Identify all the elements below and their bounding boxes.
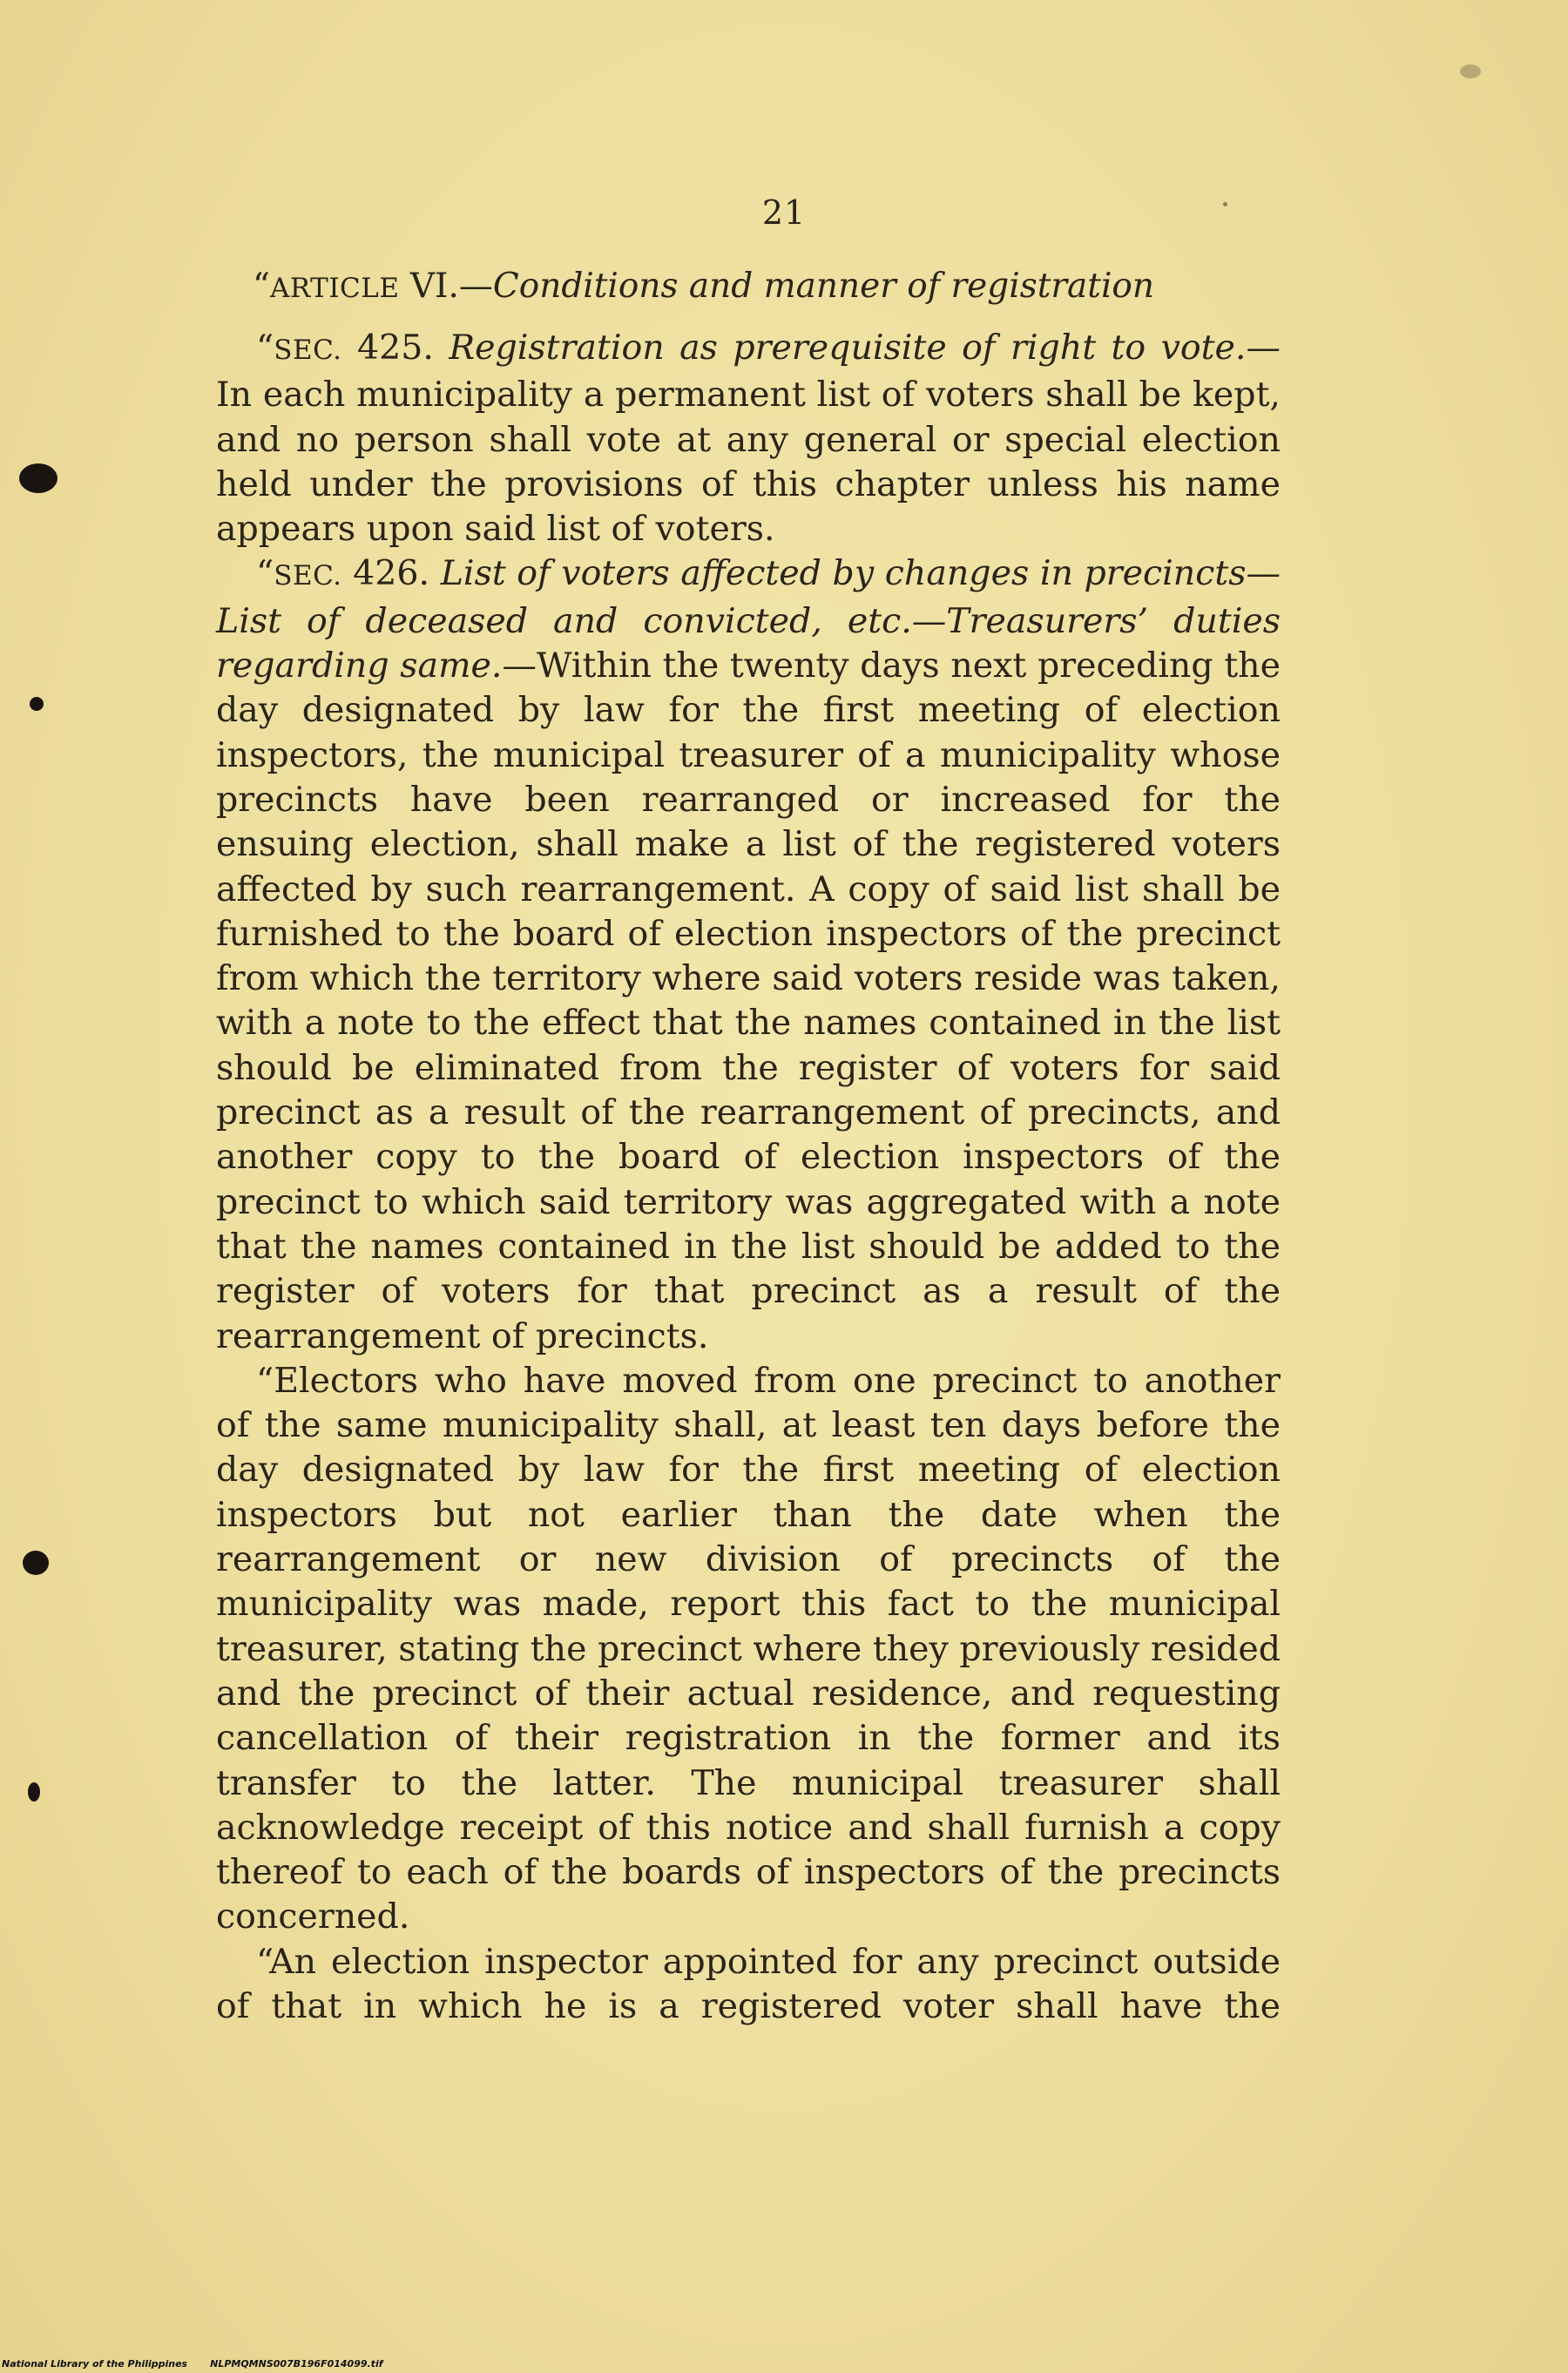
sec-425-number: 425. bbox=[341, 328, 449, 368]
article-number: VI.— bbox=[399, 267, 493, 306]
sec-425-body: In each municipality a permanent list of voters shall be kept, and no person shall vote at any general or special election held under the provisions of this chapter unless his name appears upon said list of voters. bbox=[216, 375, 1281, 550]
scan-footer bbox=[2, 2358, 383, 2370]
paragraph-electors: “Electors who have moved from one precinct to another of the same municipality shall, at least ten days before the day designated by law for the first meeting of election inspectors but not earlier than the date when the rearrangement or new division of precincts of the municipality was made, report this fact to the municipal treasurer, stating the precinct where they previously resided and the precinct of their actual residence, and requesting cancellation of their registration in the former and its transfer to the latter. The municipal treasurer shall acknowledge receipt of this notice and shall furnish a copy thereof to each of the boards of inspectors of the precincts concerned. bbox=[216, 1360, 1281, 1937]
binding-hole-1 bbox=[19, 463, 57, 493]
sec-426-number: 426. bbox=[341, 553, 441, 594]
article-heading bbox=[253, 267, 1154, 306]
sec-425-quote: “ bbox=[256, 328, 274, 368]
binding-hole-2 bbox=[30, 697, 44, 711]
page-number: 21 bbox=[761, 193, 807, 232]
article-label: ARTICLE bbox=[269, 273, 400, 304]
sec-426-title: List of voters affected by changes in precincts—List of deceased and convicted, etc.—Treasurers’ duties regarding same.— bbox=[216, 553, 1281, 686]
sec-426-quote: “ bbox=[256, 553, 274, 594]
sec-426-label: SEC. bbox=[274, 560, 342, 592]
body-text bbox=[216, 326, 1281, 2029]
sec-425-title: Registration as prerequisite of right to vote.— bbox=[449, 328, 1281, 368]
article-title: Conditions and manner of registration bbox=[492, 267, 1155, 306]
binding-hole-4 bbox=[28, 1782, 40, 1802]
heading-quote: “ bbox=[253, 267, 270, 306]
sec-426-body: Within the twenty days next preceding the day designated by law for the first meeting of election inspectors, the municipal treasurer of a municipality whose precincts have been rearranged or increased for the ensuing election, shall make a list of the registered voters affected by such rearrangement. A copy of said list shall be furnished to the board of election inspectors of the precinct from which the territory where said voters reside was taken, with a note to the effect that the names contained in the list should be eliminated from the register of voters for said precinct as a result of the rearrangement of precincts, and another copy to the board of election inspectors of the precinct to which said territory was aggregated with a note that the names contained in the list should be added to the register of voters for that precinct as a result of the rearrangement of precincts. bbox=[216, 646, 1281, 1356]
footer-library: National Library of the Philippines bbox=[2, 2358, 188, 2370]
footer-file-id: NLPMQMNS007B196F014099.tif bbox=[210, 2358, 383, 2370]
binding-hole-3 bbox=[23, 1551, 49, 1575]
sec-425-label: SEC. bbox=[274, 335, 342, 366]
section-425 bbox=[216, 326, 1281, 551]
paragraph-inspector: “An election inspector appointed for any precinct outside of that in which he is a registered voter shall have the bbox=[216, 1941, 1281, 2026]
paper-speck bbox=[1460, 64, 1481, 78]
section-426 bbox=[216, 551, 1281, 1358]
